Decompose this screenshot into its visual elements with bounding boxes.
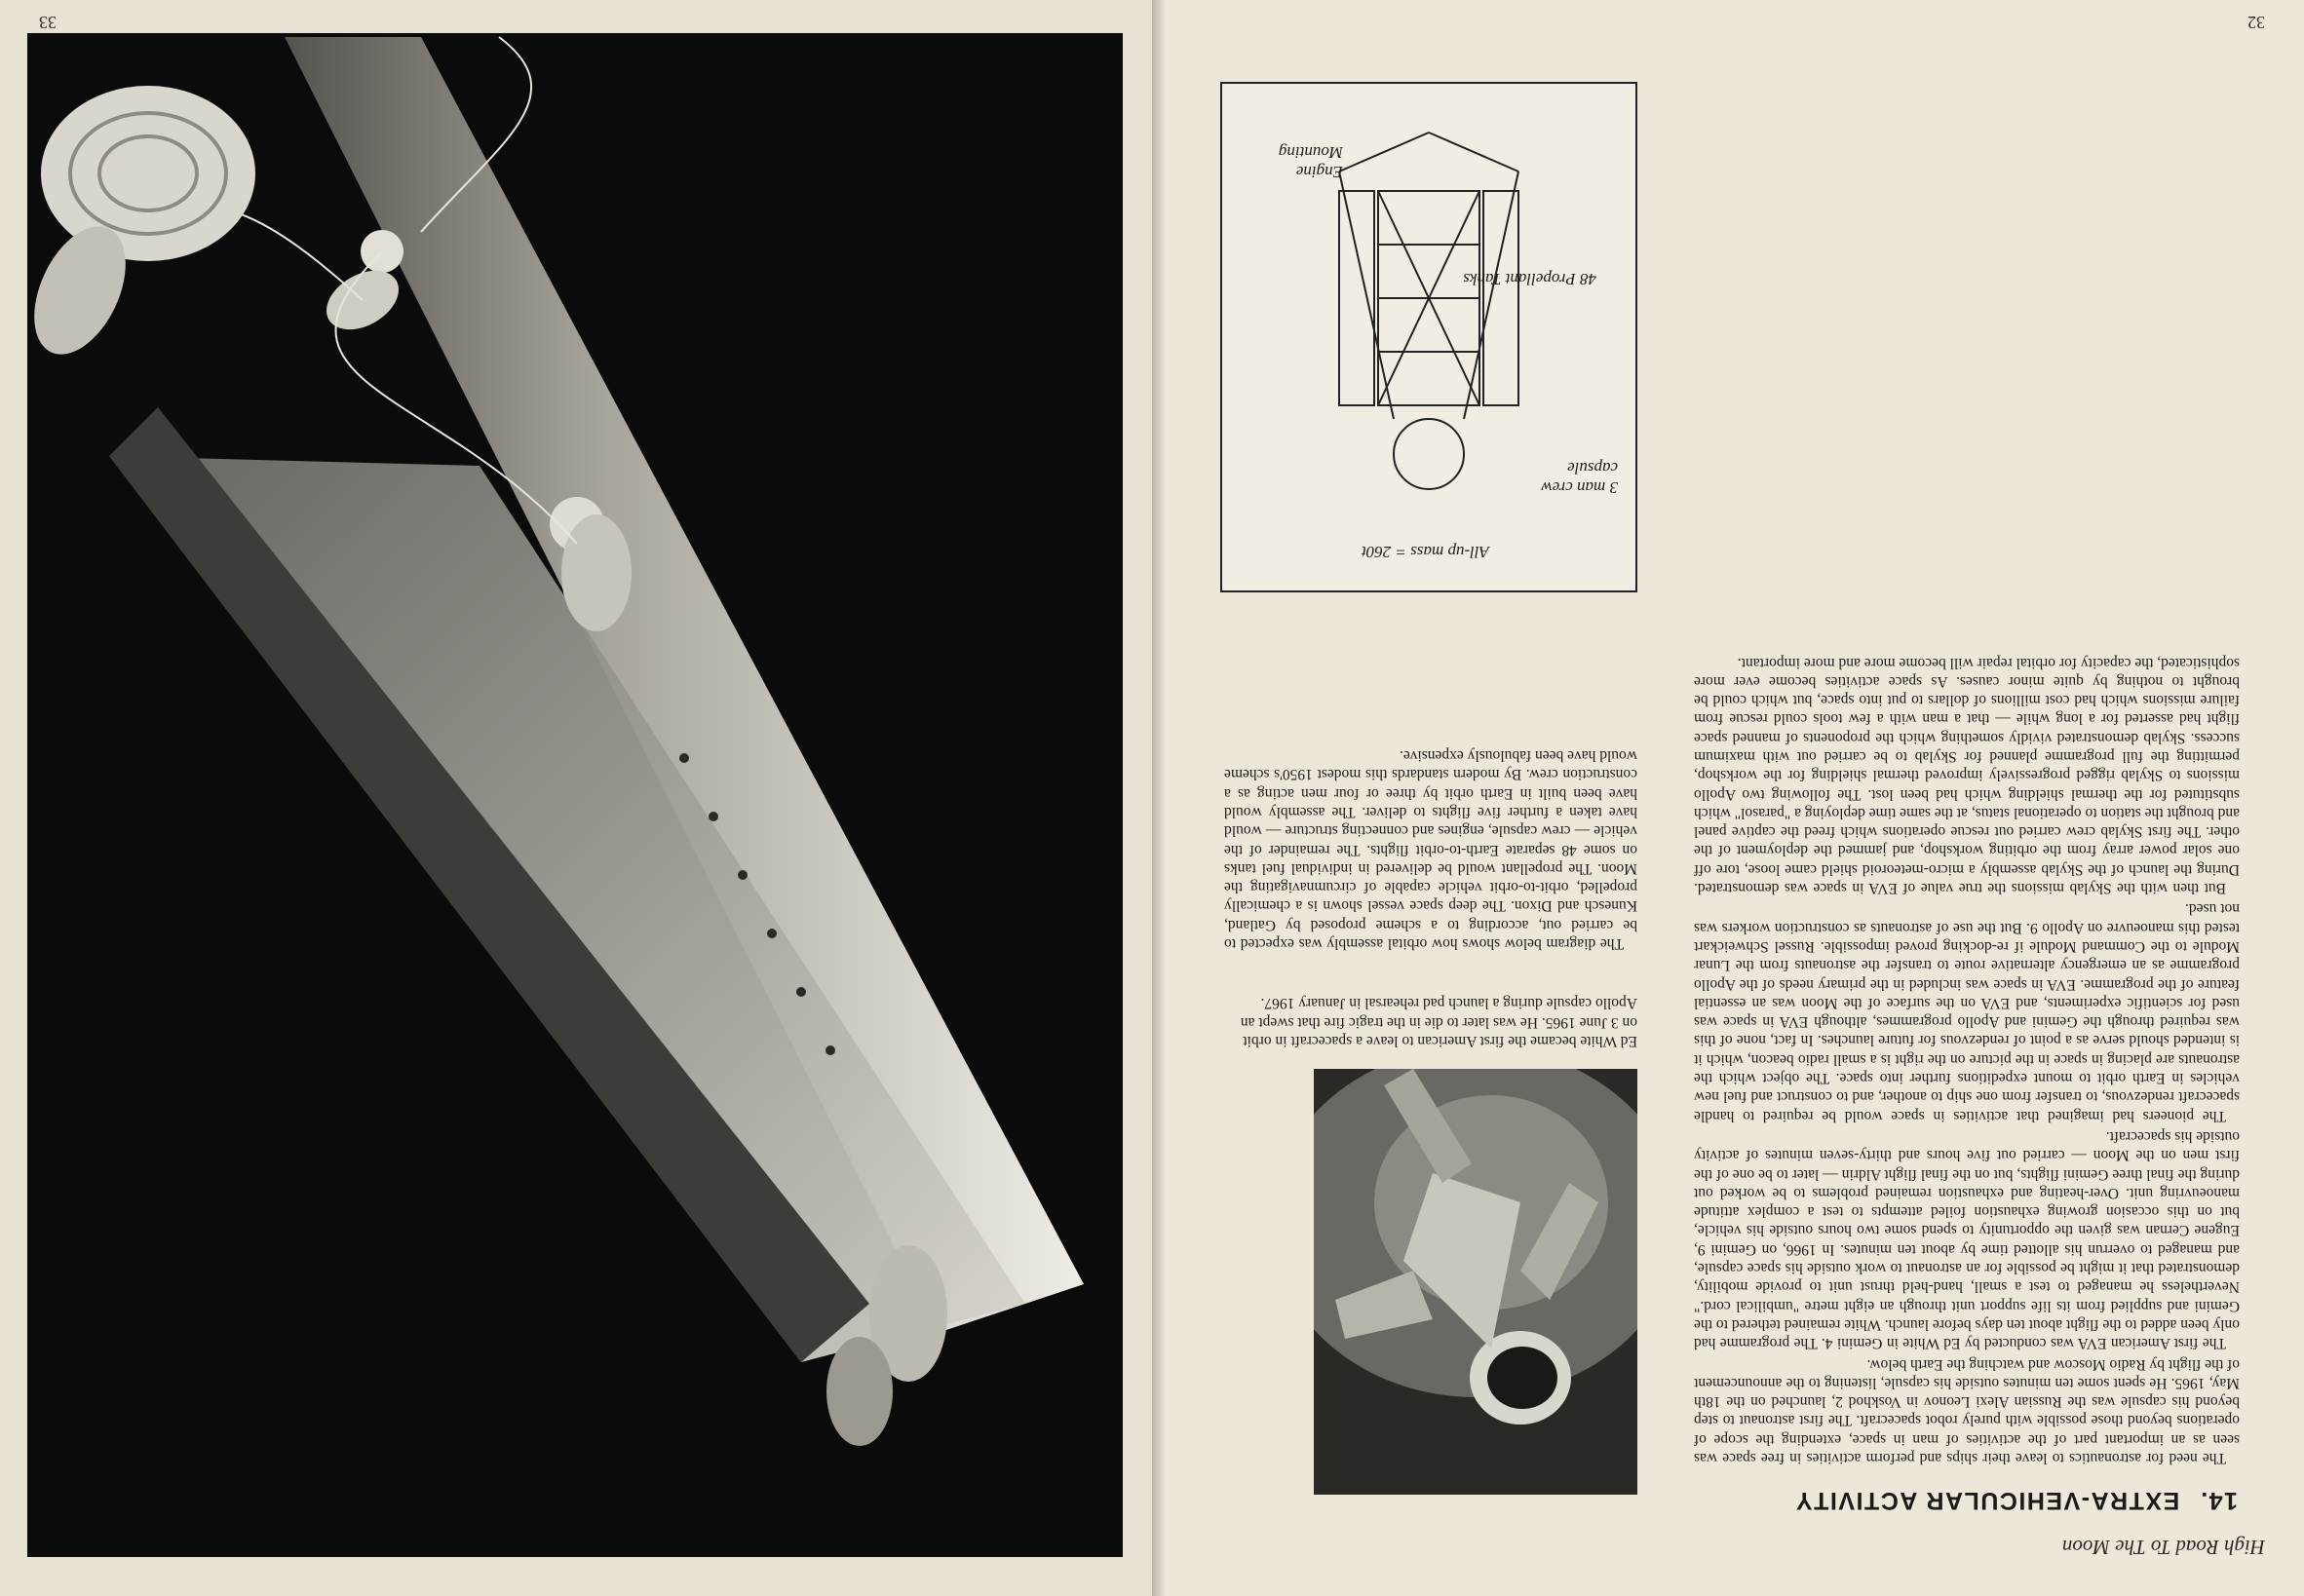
photo-caption: Ed White became the first American to leave a spacecraft in orbit on 3 June 1965. He was later to die in the tragic fire that swept an Apollo capsule during a launch pad rehearsal in January 1967. [1240,995,1637,1049]
chapter-number: 14. [2199,1487,2238,1514]
label-all-up-mass: All-up mass = 260t [1362,543,1489,561]
spacecraft-eva-art [27,33,1123,1557]
diagram-intro-text [1224,744,1637,953]
running-head: High Road To The Moon [2061,1536,2265,1559]
eva-illustration [27,33,1123,1557]
astronaut-photo-art [1314,1069,1637,1495]
chapter-heading [1794,1486,2238,1514]
main-text-column [1694,651,2240,1467]
paragraph: The need for astronautics to leave their ships and perform activities in free space was seen as an important part of the activities of man in space, extending the scope of operations beyond those possible with purely robot spacecraft. The first astronaut to step beyond his capsule was the Russian Alexi Leonov in Voskhod 2, launched on the 18th May, 1965. He spent some ten minutes outside his capsule, listening to the announcement of the flight by Radio Moscow and watching the Earth below. [1694,1355,2240,1466]
text-page [1151,0,2304,1596]
label-crew-capsule: 3 man crew capsule [1541,459,1618,497]
ed-white-photo [1314,1069,1637,1495]
paragraph: But then with the Skylab missions the true value of EVA in space was demonstrated. During the launch of the Skylab assembly a micro-meteoroid shield came loose, tore off one solar power array from the orbiting workshop, and jammed the deployment of the other. The first Skylab crew carried out rescue operations which freed the captive panel and brought the station to operational status, at the same time deploying a "parasol" which substituted for the thermal shielding which had been lost. The following two Apollo missions to Skylab rigged progressively improved thermal shielding for the workshop, permitting the full programme planned for Skylab to be carried out with maximum success. Skylab demonstrated vividly something which the proponents of manned space flight had asserted for a long while — that a man with a few tools could rescue from failure missions which had cost millions of dollars to put into space, but which could be brought to nothing by quite minor causes. As space activities become ever more sophisticated, the capacity for orbital repair will become more and more important. [1694,654,2240,897]
chapter-title: EXTRA-VEHICULAR ACTIVITY [1794,1487,2180,1514]
page-number: 32 [2247,13,2265,32]
paragraph: The diagram below shows how orbital assembly was expected to be carried out, according to a scheme proposed by Gatland, Kunesch and Dixon. The deep space vessel shown is a chemically propelled, orbit-to-orbit vehicle capable of circumnavigating the Moon. The propellant would be delivered in individual fuel tanks on some 48 separate Earth-to-orbit flights. The remainder of the vehicle — crew capsule, engines and connecting structure — would have taken a further five flights to deliver. The assembly would have been built in Earth orbit by three or four men acting as a construction crew. By modern standards this modest 1950's scheme would have been fabulously expensive. [1224,747,1637,952]
page-number: 33 [39,13,57,32]
orbital-assembly-diagram [1220,82,1637,592]
paragraph: The pioneers had imagined that activities in space would be required to handle spacecraft rendezvous, to transfer from one ship to another, and to construct and fuel new vehicles in Earth orbit to mount expeditions further into space. The object which the astronauts are placing in space in the picture on the right is a small radio beacon, which it is intended should serve as a point of rendezvous for future launches. In fact, none of this was required through the Gemini and Apollo programmes, although EVA in space was used for scientific experiments, and EVA on the surface of the Moon was an essential feature of the programme. EVA in space was included in the primary needs of the Apollo programme as an emergency alternative route to transfer the astronauts from the Lunar Module to the Command Module if re-docking proved impossible. Russel Schweickart tested this manoeuvre on Apollo 9. But the use of astronauts as construction workers was not used. [1694,900,2240,1124]
paragraph: The first American EVA was conducted by Ed White in Gemini 4. The programme had only been added to the flight about ten days before launch. White remained tethered to the Gemini and supplied from its life support unit through an eight metre "umbilical cord." Nevertheless he managed to test a small, hand-held thrust unit to provide mobility, demonstrated that it might be possible for an astronaut to work outside his space capsule, and managed to overrun his allotted time by about ten minutes. In 1966, on Gemini 9, Eugene Cernan was given the opportunity to spend some two hours outside his vehicle, but on this occasion growing exhaustion foiled attempts to test a complex attitude manoeuvring unit. Over-heating and exhaustion remained problems to be worked out during the final three Gemini flights, but on the final flight Aldrin — later to be one of the first men on the Moon — carried out five hours and thirty-seven minutes of activity outside his spacecraft. [1694,1127,2240,1352]
label-propellant-tanks: 48 Propellant Tanks [1463,270,1596,288]
label-engine-mounting: Engine Mounting [1278,143,1343,181]
